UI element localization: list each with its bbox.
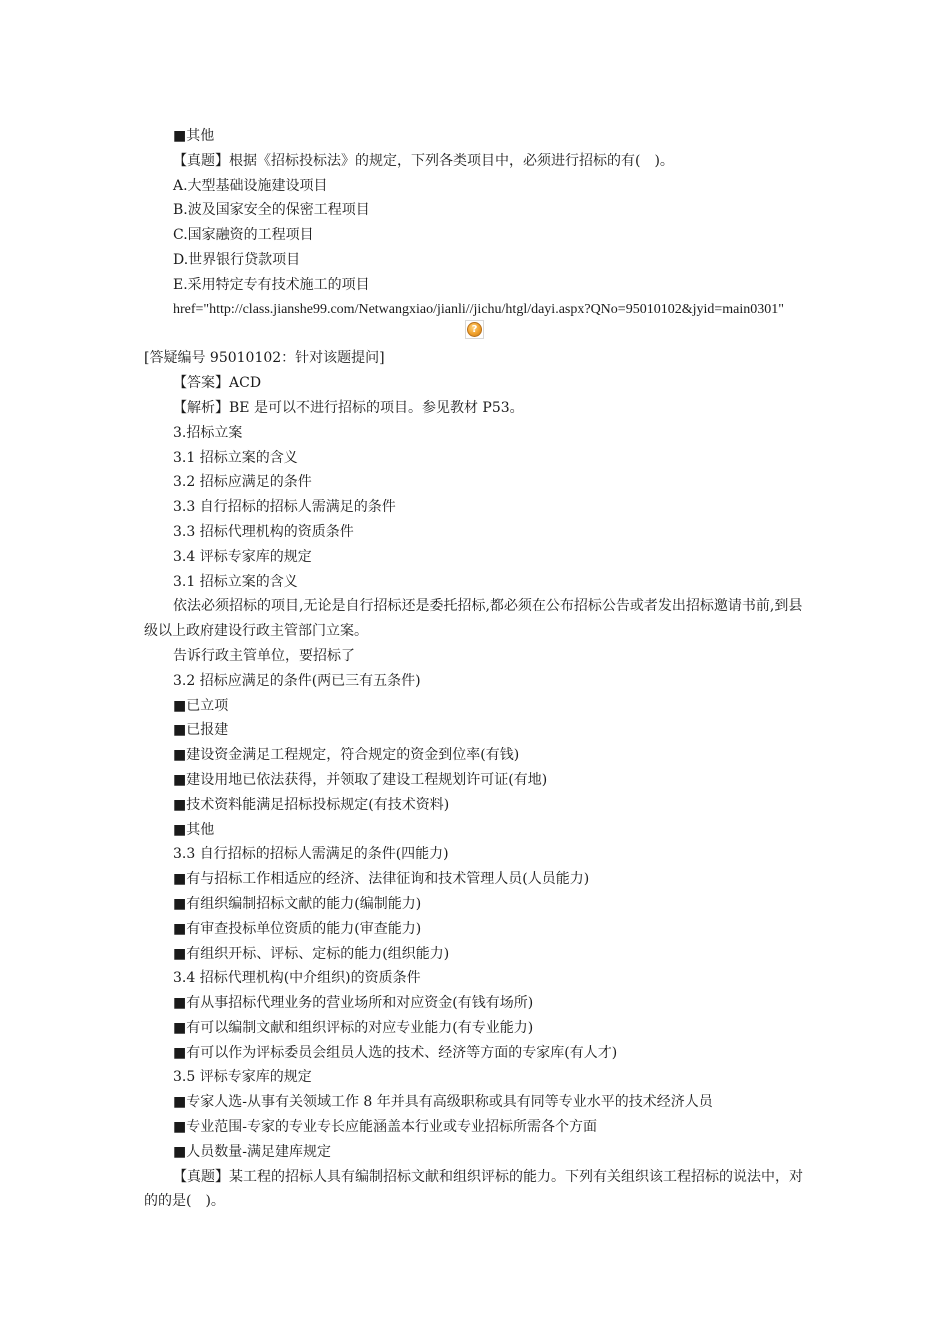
bullet-premises-funds: ■有从事招标代理业务的营业场所和对应资金(有钱有场所) <box>173 995 534 1012</box>
subsection-heading-3-4: 3.4 招标代理机构(中介组织)的资质条件 <box>173 970 421 987</box>
bullet-reported: ■已报建 <box>173 722 229 739</box>
bullet-expert-pool: ■有可以作为评标委员会组员人选的技术、经济等方面的专家库(有人才) <box>173 1044 618 1061</box>
bullet-compile-ability: ■有组织编制招标文献的能力(编制能力) <box>173 895 422 912</box>
bullet-expert-selection: ■专家人选-从事有关领域工作 8 年并具有高级职称或具有同等专业水平的技术经济人员 <box>173 1094 713 1111</box>
bullet-other-1: ■其他 <box>173 128 215 144</box>
question-mark-icon[interactable]: ? <box>467 322 482 337</box>
subsection-heading-3-5: 3.5 评标专家库的规定 <box>173 1069 312 1086</box>
option-c: C.国家融资的工程项目 <box>173 227 314 244</box>
bullet-review-ability: ■有审查投标单位资质的能力(审查能力) <box>173 920 422 937</box>
toc-item-3-4: 3.4 评标专家库的规定 <box>173 548 312 565</box>
subsection-heading-3-3: 3.3 自行招标的招标人需满足的条件(四能力) <box>173 846 449 863</box>
exam-question-1: 【真题】根据《招标投标法》的规定，下列各类项目中，必须进行招标的有( )。 <box>173 152 674 169</box>
bullet-land: ■建设用地已依法获得，并领取了建设工程规划许可证(有地) <box>173 771 548 788</box>
bullet-expert-count: ■人员数量-满足建库规定 <box>173 1143 331 1160</box>
bullet-funds: ■建设资金满足工程规定，符合规定的资金到位率(有钱) <box>173 747 520 764</box>
option-d: D.世界银行贷款项目 <box>173 251 301 268</box>
exam-question-2: 【真题】某工程的招标人具有编制招标文献和组织评标的能力。下列有关组织该工程招标的说法中，对的的是( )。 <box>144 1168 803 1210</box>
href-text: href="http://class.jianshe99.com/Netwangxiao/jianli//jichu/htgl/dayi.aspx?QNo=95010102&jyid=main0301" <box>173 301 784 317</box>
bullet-organize-ability: ■有组织开标、评标、定标的能力(组织能力) <box>173 945 450 962</box>
analysis: 【解析】BE 是可以不进行招标的项目。参见教材 P53。 <box>173 399 524 416</box>
toc-item-3-1: 3.1 招标立案的含义 <box>173 449 298 466</box>
subsection-heading-3-2: 3.2 招标应满足的条件(两已三有五条件) <box>173 672 421 689</box>
option-b: B.波及国家安全的保密工程项目 <box>173 202 370 219</box>
answer: 【答案】ACD <box>173 375 262 392</box>
bullet-technical-data: ■技术资料能满足招标投标规定(有技术资料) <box>173 796 450 813</box>
help-icon-row <box>144 322 809 346</box>
option-e: E.采用特定专有技术施工的项目 <box>173 276 370 293</box>
toc-item-3-2: 3.2 招标应满足的条件 <box>173 474 312 491</box>
subsection-heading-3-1: 3.1 招标立案的含义 <box>173 573 298 590</box>
bullet-professional-ability: ■有可以编制文献和组织评标的对应专业能力(有专业能力) <box>173 1019 534 1036</box>
section-heading-3: 3.招标立案 <box>173 424 243 441</box>
note-notify-authority: 告诉行政主管单位，要招标了 <box>173 647 355 664</box>
bullet-approved: ■已立项 <box>173 697 229 714</box>
bullet-other-2: ■其他 <box>173 821 215 838</box>
bullet-expert-scope: ■专业范围-专家的专业专长应能涵盖本行业或专业招标所需各个方面 <box>173 1119 597 1136</box>
question-id-link[interactable]: [答疑编号 95010102：针对该题提问] <box>144 350 385 367</box>
toc-item-3-3b: 3.3 招标代理机构的资质条件 <box>173 523 354 540</box>
paragraph-registration: 依法必须招标的项目,无论是自行招标还是委托招标,都必须在公布招标公告或者发出招标邀请书前,到县级以上政府建设行政主管部门立案。 <box>144 598 803 640</box>
bullet-staff-ability: ■有与招标工作相适应的经济、法律征询和技术管理人员(人员能力) <box>173 871 590 888</box>
document-body <box>144 124 809 1214</box>
toc-item-3-3a: 3.3 自行招标的招标人需满足的条件 <box>173 499 396 516</box>
option-a: A.大型基础设施建设项目 <box>173 177 328 194</box>
